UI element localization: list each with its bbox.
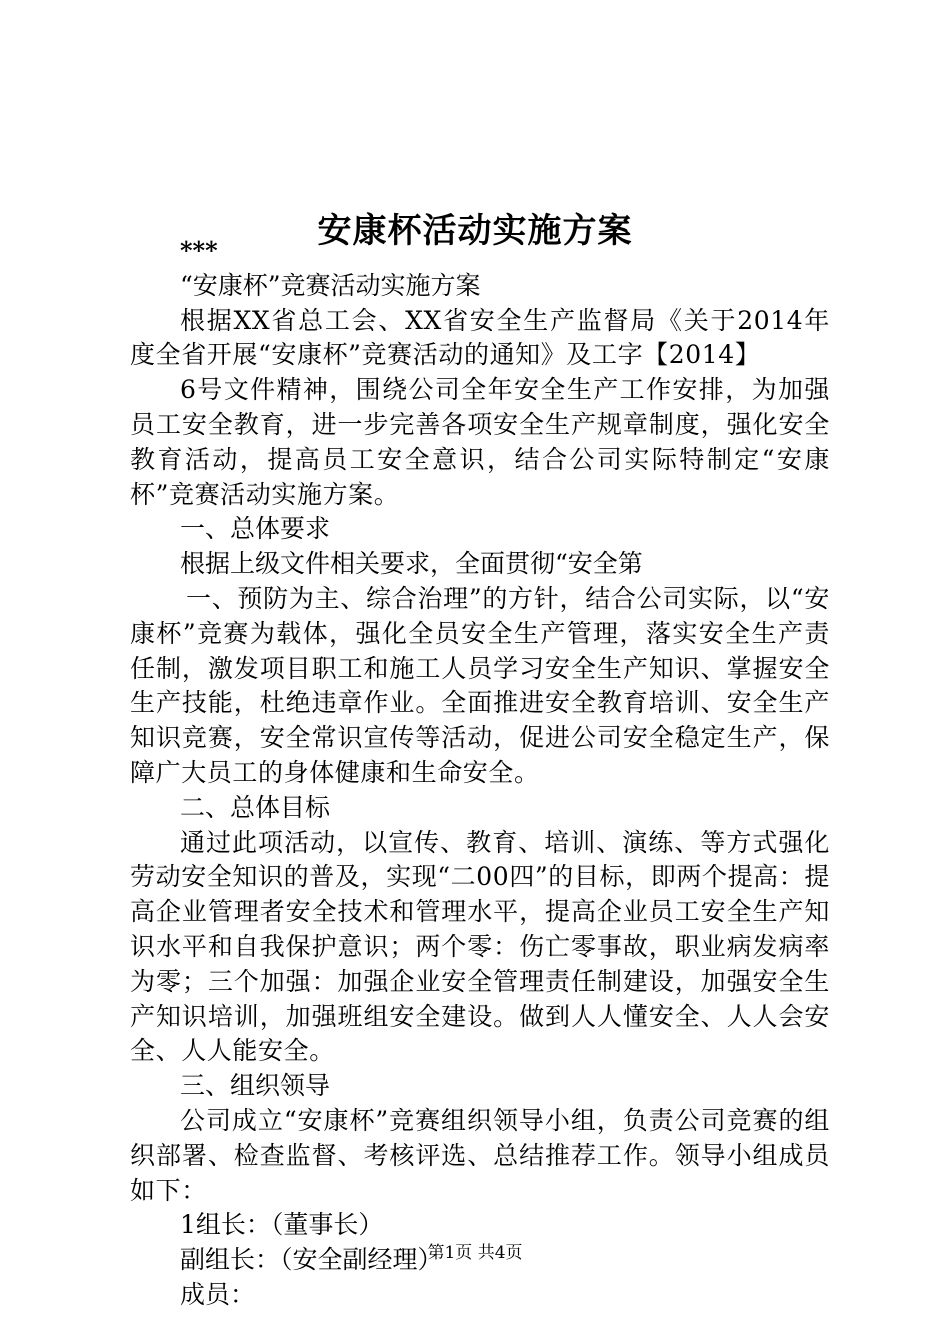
team-leader-line: 1组长：（董事长）: [180, 1210, 384, 1240]
overall-goals-paragraph: 通过此项活动，以宣传、教育、培训、演练、等方式强化劳动安全知识的普及，实现“二00四”的目标，即两个提高：提高企业管理者安全技术和管理水平，提高企业员工安全生产知识水平和自我保护意识；两个零：伤亡零事故，职业病发病率为零；三个加强：加强企业安全管理责任制建设，加强安全生产知识培训，加强班组安全建设。做到人人懂安全、人人会安全、人人能安全。: [130, 827, 830, 1066]
general-requirements-continuation-paragraph: 一、预防为主、综合治理”的方针，结合公司实际，以“安康杯”竞赛为载体，强化全员安全生产管理，落实安全生产责任制，激发项目职工和施工人员学习安全生产知识、掌握安全生产技能，杜绝违章作业。全面推进安全教育培训、安全生产知识竞赛，安全常识宣传等活动，促进公司安全稳定生产，保障广大员工的身体健康和生命安全。: [130, 583, 830, 787]
organization-paragraph: 公司成立“安康杯”竞赛组织领导小组，负责公司竞赛的组织部署、检查监督、考核评选、总结推荐工作。领导小组成员如下：: [130, 1105, 830, 1205]
intro-continuation-paragraph: 6号文件精神，围绕公司全年安全生产工作安排，为加强员工安全教育，进一步完善各项安全生产规章制度，强化安全教育活动，提高员工安全意识，结合公司实际特制定“安康杯”竞赛活动实施方案。: [130, 375, 830, 509]
section-heading-overall-goals: 二、总体目标: [180, 792, 331, 822]
subtitle-paragraph: “安康杯”竞赛活动实施方案: [180, 270, 481, 300]
document-body: [130, 234, 830, 1313]
page-number-footer: 第1页 共4页: [427, 1243, 523, 1263]
members-line: 成员：: [180, 1279, 256, 1309]
deputy-leader-line: 副组长：（安全副经理）: [180, 1245, 443, 1275]
author-placeholder: ***: [180, 236, 218, 265]
section-heading-general-requirements: 一、总体要求: [180, 514, 331, 544]
general-requirements-paragraph: 根据上级文件相关要求，全面贯彻“安全第: [180, 549, 643, 579]
page-title: 安康杯活动实施方案: [317, 210, 633, 251]
section-heading-organization: 三、组织领导: [180, 1071, 331, 1101]
intro-paragraph: 根据XX省总工会、XX省安全生产监督局《关于2014年度全省开展“安康杯”竞赛活动的通知》及工字【2014】: [130, 305, 830, 370]
